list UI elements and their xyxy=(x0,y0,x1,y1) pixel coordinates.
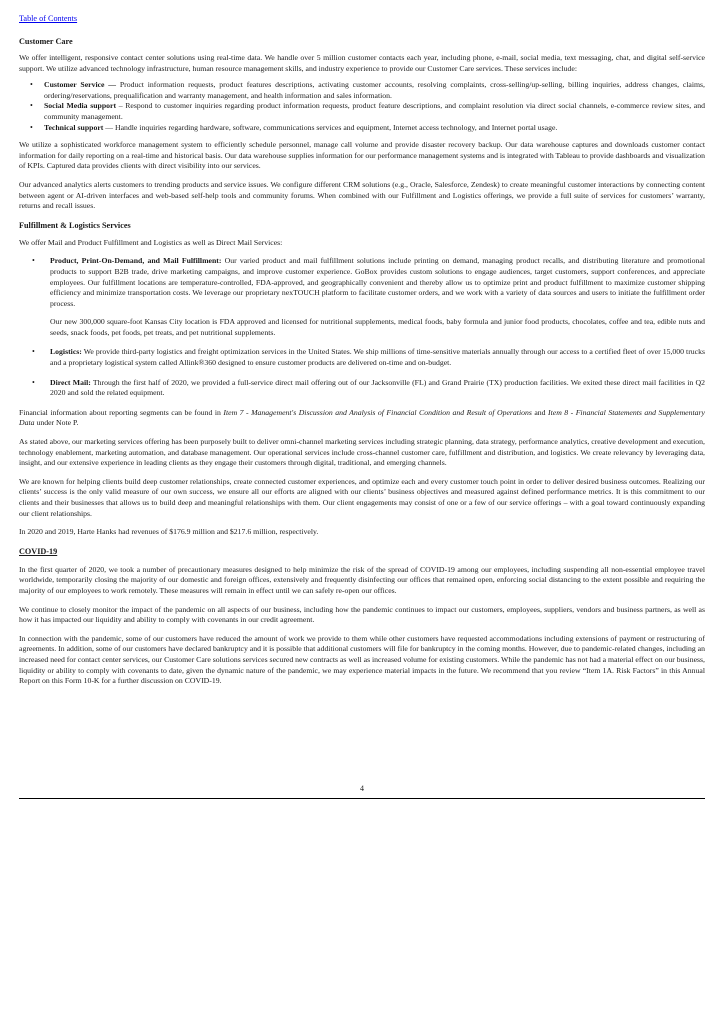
bullet-text: — Handle inquiries regarding hardware, software, communications services and equipment, Internet access technology, and Internet portal usage. xyxy=(103,122,558,132)
document-page xyxy=(19,8,706,793)
bullet-text: Our varied product and mail fulfillment solutions include printing on demand, managing product recalls, and distributing literature and promotional products to support B2B trade, drive marketing campaigns, and improve customer experience. GoBox provides custom solutions to engage audiences, target customers, support conferences, and appreciate employees. Our fulfillment locations are temperature-controlled, FDA-approved, and geographically convenient and thereby allow us to optimize print and product fulfillment to maximize customer shipping efficiency and minimize transportation costs. We leverage our proprietary nexTOUCH platform to facilitate customer orders, and we work with a variety of data sources and users to initiate the fulfillment order process. xyxy=(50,256,705,308)
covid-paragraph: In connection with the pandemic, some of our customers have reduced the amount of work we provide to them while other customers have requested accommodations including extensions of payment or restructuring of agreements. In addition, some of our customers have declared bankruptcy and it is possible that additional customers will file for bankruptcy in the coming months. However, due to pandemic-related changes, including an increased need for contact center services, our Customer Care solutions services secured new contracts as well as increased volume for existing customers. While the pandemic has not had a material effect on our business, liquidity or ability to comply with covenants to date, given the dynamic nature of the pandemic, we may experience material impacts in the future. We recommend that you review “Item 1A. Risk Factors” in this Annual Report on this Form 10-K for a further discussion on COVID-19. xyxy=(19,633,705,686)
bullet-term: Social Media support xyxy=(44,101,117,111)
fulfillment-section xyxy=(19,220,705,399)
financial-info-prefix: Financial information about reporting segments can be found in xyxy=(19,407,224,417)
financial-info-mid: and xyxy=(531,407,549,417)
bullet-text: Through the first half of 2020, we provided a full-service direct mail offering out of our Jacksonville (FL) and Grand Prairie (TX) production facilities. We exited these direct mail facilities in Q2 2020 and sold the related equipment. xyxy=(50,377,705,398)
bullet-term: Technical support xyxy=(44,122,104,132)
item7-reference: Item 7 - Management's Discussion and Analysis of Financial Condition and Result of Operations xyxy=(223,407,532,417)
customer-care-section xyxy=(19,36,705,212)
covid-paragraph: In the first quarter of 2020, we took a number of precautionary measures designed to help minimize the risk of the spread of COVID-19 among our employees, including suspending all non-essential employee travel worldwide, temporarily closing the majority of our domestic and foreign offices, extensively and frequently disinfecting our offices that remained open, enforcing social distancing to the extent possible and requiring the majority of our employees to work remotely. These measures will remain in effect until we can safely re-open our offices. xyxy=(19,564,705,595)
kansas-city-paragraph: Our new 300,000 square-foot Kansas City location is FDA approved and licensed for nutritional supplements, medical foods, baby formula and junior food products, chocolates, coffee and tea, edible nuts and seeds, snack foods, pet foods, pet treats, and pet nutritional supplements. xyxy=(50,317,705,337)
list-item xyxy=(32,377,705,399)
bullet-icon: • xyxy=(30,122,33,132)
list-item xyxy=(32,347,705,368)
covid-section xyxy=(19,546,705,687)
financial-info-paragraph xyxy=(19,408,705,429)
bullet-text: – Respond to customer inquiries regarding product information requests, product feature descriptions, and complaint resolution via direct social channels, e-commerce review sites, and community management. xyxy=(44,101,706,121)
fulfillment-intro: We offer Mail and Product Fulfillment and Logistics as well as Direct Mail Services: xyxy=(19,237,283,247)
page-footer-rule xyxy=(19,798,705,799)
bullet-icon: • xyxy=(30,101,33,111)
fulfillment-list xyxy=(19,256,705,399)
bullet-text: We provide third-party logistics and freight optimization services in the United States. We ship millions of time-sensitive materials annually through our access to a certified fleet of over 15,000 trucks and a proprietary logistical system called Allink®360 designed to ensure customer products are delivered on-time and on-budget. xyxy=(50,347,705,368)
table-of-contents-link[interactable]: Table of Contents xyxy=(19,14,78,23)
client-relationships-paragraph: We are known for helping clients build deep customer relationships, create connected customer experiences, and optimize each and every customer touch point in order to deliver desired business outcomes. Realizing our clients’ success is the only valid measure of our own success, we ensure all our efforts are aligned with our clients’ business objectives and measured against defined performance metrics. It is this commitment to our clients and their businesses that allows us to build deep and meaningful relationships with them. Our client engagements may consist of one or a few of our service offerings – with a goal toward continuously expanding our client relationships. xyxy=(19,476,705,518)
bullet-term: Product, Print-On-Demand, and Mail Fulfillment: xyxy=(50,256,222,266)
customer-care-paragraph: We utilize a sophisticated workforce management system to efficiently schedule personnel, manage call volume and provide disaster recovery backup. Our data warehouse captures and downloads customer contact information for daily reporting on a real-time and historical basis. Our data warehouse supplies information for our performance management systems and is integrated with Tableau to provide dashboards and visualization of KPIs. Captured data provides clients with direct visibility into our services. xyxy=(19,140,705,171)
bullet-icon: • xyxy=(32,256,35,266)
bullet-term: Logistics: xyxy=(50,347,82,357)
customer-care-paragraph: Our advanced analytics alerts customers to trending products and service issues. We configure different CRM solutions (e.g., Oracle, Salesforce, Zendesk) to create meaningful customer interactions by connecting content between agent or AI-driven interfaces and web-based self-help tools and community forums. When combined with our Fulfillment and Logistics offerings, we provide a full suite of services for customers’ warranty, returns and recall issues. xyxy=(19,179,705,211)
bullet-term: Customer Service — xyxy=(44,80,117,90)
bullet-icon: • xyxy=(30,80,33,90)
list-item xyxy=(30,80,705,101)
bullet-text: Product information requests, product features descriptions, activating customer accounts, resolving complaints, cross-selling/up-selling, billing inquiries, address changes, claims, ordering/reservations, prequalification and warranty management, and health information and sales information. xyxy=(44,80,705,100)
bullet-icon: • xyxy=(32,347,35,357)
customer-care-heading: Customer Care xyxy=(19,37,73,46)
list-item xyxy=(32,256,705,338)
list-item xyxy=(30,101,706,122)
list-item xyxy=(30,122,705,134)
financial-info-suffix: under Note P. xyxy=(34,418,79,428)
bullet-icon: • xyxy=(32,377,35,387)
marketing-services-paragraph: As stated above, our marketing services offering has been purposely built to deliver omni-channel marketing services including strategic planning, data strategy, performance analytics, creative development and execution, technology enablement, marketing automation, and database management. Our operational services include cross-channel customer care, fulfillment and distribution, and logistics. We create relevancy by leveraging data, insight, and our extensive experience in leading clients as they engage their customers through digital, traditional, and emerging channels. xyxy=(19,437,705,468)
covid-paragraph: We continue to closely monitor the impact of the pandemic on all aspects of our business, including how the pandemic continues to impact our customers, employees, suppliers, vendors and business partners, as well as how it has impacted our liquidity and ability to comply with covenants in our credit agreement. xyxy=(19,604,705,625)
bullet-term: Direct Mail: xyxy=(50,377,91,387)
customer-care-intro: We offer intelligent, responsive contact center solutions using real-time data. We handle over 5 million customer contacts each year, including phone, e-mail, social media, text messaging, chat, and digital self-service support. We utilize advanced technology infrastructure, human resource management skills, and industry experience to provide our Customer Care services. These services include: xyxy=(19,53,705,73)
item8-reference: Item 8 - Financial Statements and Supplementary Data xyxy=(19,407,705,428)
page-number: 4 xyxy=(360,784,364,793)
customer-care-list xyxy=(19,80,705,133)
revenue-paragraph: In 2020 and 2019, Harte Hanks had revenues of $176.9 million and $217.6 million, respectively. xyxy=(19,527,319,537)
covid-heading: COVID-19 xyxy=(19,546,58,556)
fulfillment-heading: Fulfillment & Logistics Services xyxy=(19,220,131,230)
